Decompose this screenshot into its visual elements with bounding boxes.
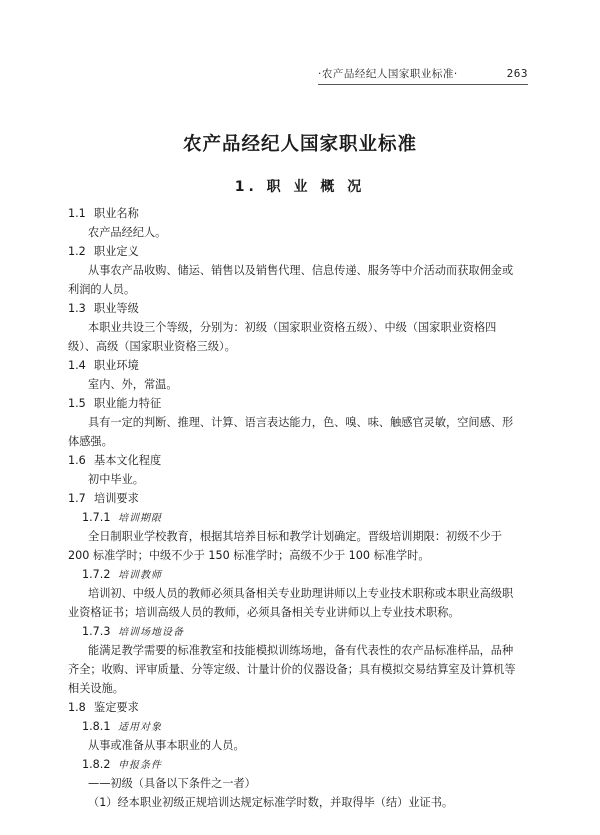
paragraph-1-3-line-2: 级）、高级（国家职业资格三级）。	[68, 340, 236, 353]
heading-1-6: 1.6 基本文化程度	[68, 454, 162, 467]
paragraph-1-3-line-1: 本职业共设三个等级，分别为：初级（国家职业资格五级）、中级（国家职业资格四	[88, 321, 497, 334]
heading-1-3: 1.3 职业等级	[68, 302, 139, 315]
paragraph-1-8-2-line-1: ——初级（具备以下条件之一者）	[88, 777, 256, 790]
heading-1-2: 1.2 职业定义	[68, 245, 139, 258]
paragraph-1-6: 初中毕业。	[88, 473, 144, 486]
paragraph-1-7-2-line-1: 培训初、中级人员的教师必须具备相关专业助理讲师以上专业技术职称或本职业高级职	[88, 587, 514, 600]
paragraph-1-5-line-1: 具有一定的判断、推理、计算、语言表达能力，色、嗅、味、触感官灵敏，空间感、形	[88, 416, 514, 429]
paragraph-1-7-3-line-3: 相关设施。	[68, 682, 124, 695]
paragraph-1-5-line-2: 体感强。	[68, 435, 113, 448]
document-title: 农产品经纪人国家职业标准	[182, 134, 417, 155]
heading-1-7-3: 1.7.3 培训场地设备	[82, 625, 184, 638]
paragraph-1-7-1-line-2: 200 标准学时；中级不少于 150 标准学时；高级不少于 100 标准学时。	[68, 549, 430, 562]
paragraph-1-1: 农产品经纪人。	[88, 226, 167, 239]
paragraph-1-8-1: 从事或准备从事本职业的人员。	[88, 739, 245, 752]
heading-1-4: 1.4 职业环境	[68, 359, 139, 372]
paragraph-1-8-2-line-2: （1）经本职业初级正规培训达规定标准学时数，并取得毕（结）业证书。	[88, 796, 454, 809]
paragraph-1-7-3-line-1: 能满足教学需要的标准教室和技能模拟训练场地，备有代表性的农产品标准样品，品种	[88, 644, 514, 657]
paragraph-1-7-3-line-2: 齐全；收购、评审质量、分等定级、计量计价的仪器设备；具有模拟交易结算室及计算机等	[68, 663, 516, 676]
heading-1-8-2: 1.8.2 申报条件	[82, 758, 162, 771]
paragraph-1-7-1-line-1: 全日制职业学校教育，根据其培养目标和教学计划确定。晋级培训期限：初级不少于	[88, 530, 502, 543]
heading-1-5: 1.5 职业能力特征	[68, 397, 162, 410]
heading-1-1: 1.1 职业名称	[68, 207, 139, 220]
section-title: 1. 职 业 概 况	[234, 179, 366, 195]
paragraph-1-2-line-1: 从事农产品收购、储运、销售以及销售代理、信息传递、服务等中介活动而获取佣金或	[88, 264, 514, 277]
header-rule	[318, 84, 528, 85]
paragraph-1-7-2-line-2: 业资格证书；培训高级人员的教师，必须具备相关专业讲师以上专业技术职称。	[68, 606, 460, 619]
running-header	[318, 66, 528, 81]
heading-1-7: 1.7 培训要求	[68, 492, 139, 505]
heading-1-8: 1.8 鉴定要求	[68, 701, 139, 714]
paragraph-1-4: 室内、外，常温。	[88, 378, 178, 391]
running-title: ·农产品经纪人国家职业标准·	[318, 68, 458, 80]
paragraph-1-2-line-2: 利润的人员。	[68, 283, 136, 296]
heading-1-7-1: 1.7.1 培训期限	[82, 511, 162, 524]
page-number: 263	[506, 67, 528, 80]
heading-1-8-1: 1.8.1 适用对象	[82, 720, 162, 733]
heading-1-7-2: 1.7.2 培训教师	[82, 568, 162, 581]
